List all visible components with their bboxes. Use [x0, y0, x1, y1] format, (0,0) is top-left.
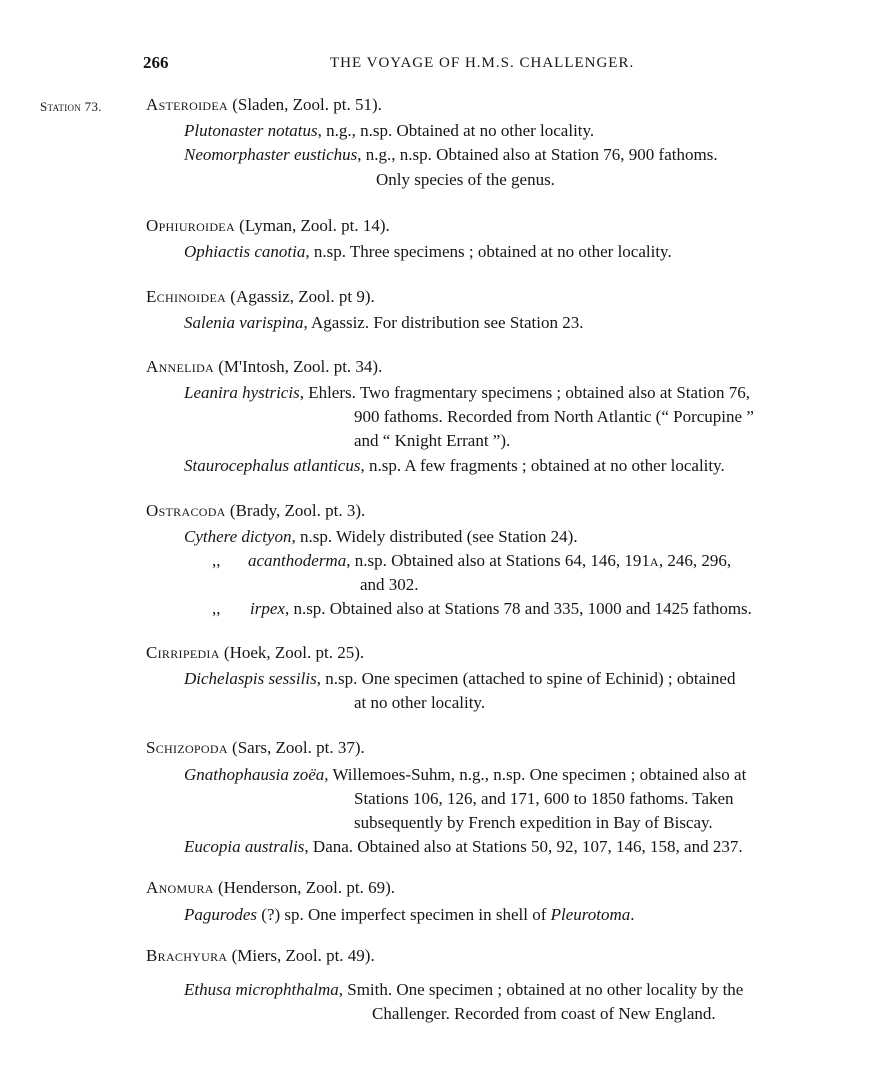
group-ref: (Sars, Zool. pt. 37).: [227, 738, 365, 757]
species-entry: Neomorphaster eustichus, n.g., n.sp. Obtained also at Station 76, 900 fathoms.: [184, 145, 718, 164]
group-ref: (Sladen, Zool. pt. 51).: [227, 95, 382, 114]
group-heading: [146, 95, 382, 115]
species-entry: Plutonaster notatus, n.g., n.sp. Obtained at no other locality.: [184, 121, 595, 140]
entry-continuation: and “ Knight Errant ”).: [354, 431, 511, 450]
species-name: Ophiactis canotia: [184, 242, 306, 261]
species-name: Salenia varispina: [184, 313, 304, 332]
group-heading: [146, 643, 364, 663]
group-name: Cirripedia: [146, 643, 220, 662]
group-name: Anomura: [146, 878, 214, 897]
page-number: 266: [143, 53, 169, 72]
group-heading: [146, 946, 375, 966]
ditto-mark: ,,: [212, 551, 221, 570]
ditto-mark: ,,: [212, 599, 221, 618]
entry-continuation: Only species of the genus.: [376, 170, 555, 189]
species-entry: Dichelaspis sessilis, n.sp. One specimen (attached to spine of Echinid) ; obtained: [184, 669, 736, 688]
species-name: Ethusa microphthalma: [184, 980, 339, 999]
group-name: Ophiuroidea: [146, 216, 235, 235]
species-entry: Gnathophausia zoëa, Willemoes-Suhm, n.g., n.sp. One specimen ; obtained also at: [184, 765, 747, 784]
species-name: Staurocephalus atlanticus: [184, 456, 361, 475]
group-ref: (Agassiz, Zool. pt 9).: [226, 287, 375, 306]
species-name: Eucopia australis: [184, 837, 305, 856]
group-ref: (Henderson, Zool. pt. 69).: [213, 878, 396, 897]
species-entry: Cythere dictyon, n.sp. Widely distributed (see Station 24).: [184, 527, 578, 546]
species-entry: Ethusa microphthalma, Smith. One specimen ; obtained at no other locality by the: [184, 980, 744, 999]
group-ref: (M'Intosh, Zool. pt. 34).: [214, 357, 383, 376]
entry-continuation: Stations 106, 126, and 171, 600 to 1850 fathoms. Taken: [354, 789, 734, 808]
group-ref: (Hoek, Zool. pt. 25).: [219, 643, 365, 662]
species-name: Cythere dictyon: [184, 527, 292, 546]
entry-continuation: at no other locality.: [354, 693, 486, 712]
group-heading: [146, 501, 365, 521]
species-name: irpex: [250, 599, 285, 618]
group-ref: (Miers, Zool. pt. 49).: [227, 946, 375, 965]
group-ref: (Lyman, Zool. pt. 14).: [234, 216, 390, 235]
species-name: Gnathophausia zoëa: [184, 765, 325, 784]
species-name: Dichelaspis sessilis: [184, 669, 317, 688]
running-title: THE VOYAGE OF H.M.S. CHALLENGER.: [330, 55, 635, 71]
entry-continuation: 900 fathoms. Recorded from North Atlantic (“ Porcupine ”: [354, 407, 754, 426]
group-heading: [146, 287, 375, 307]
species-name: Neomorphaster eustichus: [184, 145, 358, 164]
group-heading: [146, 216, 390, 236]
group-name: Annelida: [146, 357, 214, 376]
group-name: Brachyura: [146, 946, 228, 965]
entry-continuation: subsequently by French expedition in Bay of Biscay.: [354, 813, 713, 832]
station-label: Station 73.: [40, 99, 102, 114]
species-entry: Pagurodes (?) sp. One imperfect specimen in shell of Pleurotoma.: [184, 905, 635, 924]
species-name: Pleurotoma: [550, 905, 631, 924]
species-name: Plutonaster notatus: [184, 121, 318, 140]
species-name: Leanira hystricis: [184, 383, 300, 402]
group-name: Asteroidea: [146, 95, 228, 114]
group-ref: (Brady, Zool. pt. 3).: [225, 501, 366, 520]
group-name: Schizopoda: [146, 738, 228, 757]
species-entry: Leanira hystricis, Ehlers. Two fragmentary specimens ; obtained also at Station 76,: [184, 383, 751, 402]
group-heading: [146, 357, 382, 377]
species-entry: Salenia varispina, Agassiz. For distribution see Station 23.: [184, 313, 584, 332]
group-name: Echinoidea: [146, 287, 227, 306]
group-heading: [146, 738, 365, 758]
entry-continuation: Challenger. Recorded from coast of New England.: [372, 1004, 716, 1023]
species-entry: ,, irpex, n.sp. Obtained also at Stations 78 and 335, 1000 and 1425 fathoms.: [212, 599, 752, 618]
species-entry: ,, acanthoderma, n.sp. Obtained also at Stations 64, 146, 191a, 246, 296,: [212, 551, 732, 570]
entry-continuation: and 302.: [360, 575, 419, 594]
group-heading: [146, 878, 395, 898]
species-entry: Eucopia australis, Dana. Obtained also at Stations 50, 92, 107, 146, 158, and 237.: [184, 837, 743, 856]
species-entry: Ophiactis canotia, n.sp. Three specimens ; obtained at no other locality.: [184, 242, 672, 261]
species-name: Pagurodes: [184, 905, 258, 924]
species-name: acanthoderma: [248, 551, 347, 570]
group-name: Ostracoda: [146, 501, 226, 520]
species-entry: Staurocephalus atlanticus, n.sp. A few fragments ; obtained at no other locality.: [184, 456, 725, 475]
